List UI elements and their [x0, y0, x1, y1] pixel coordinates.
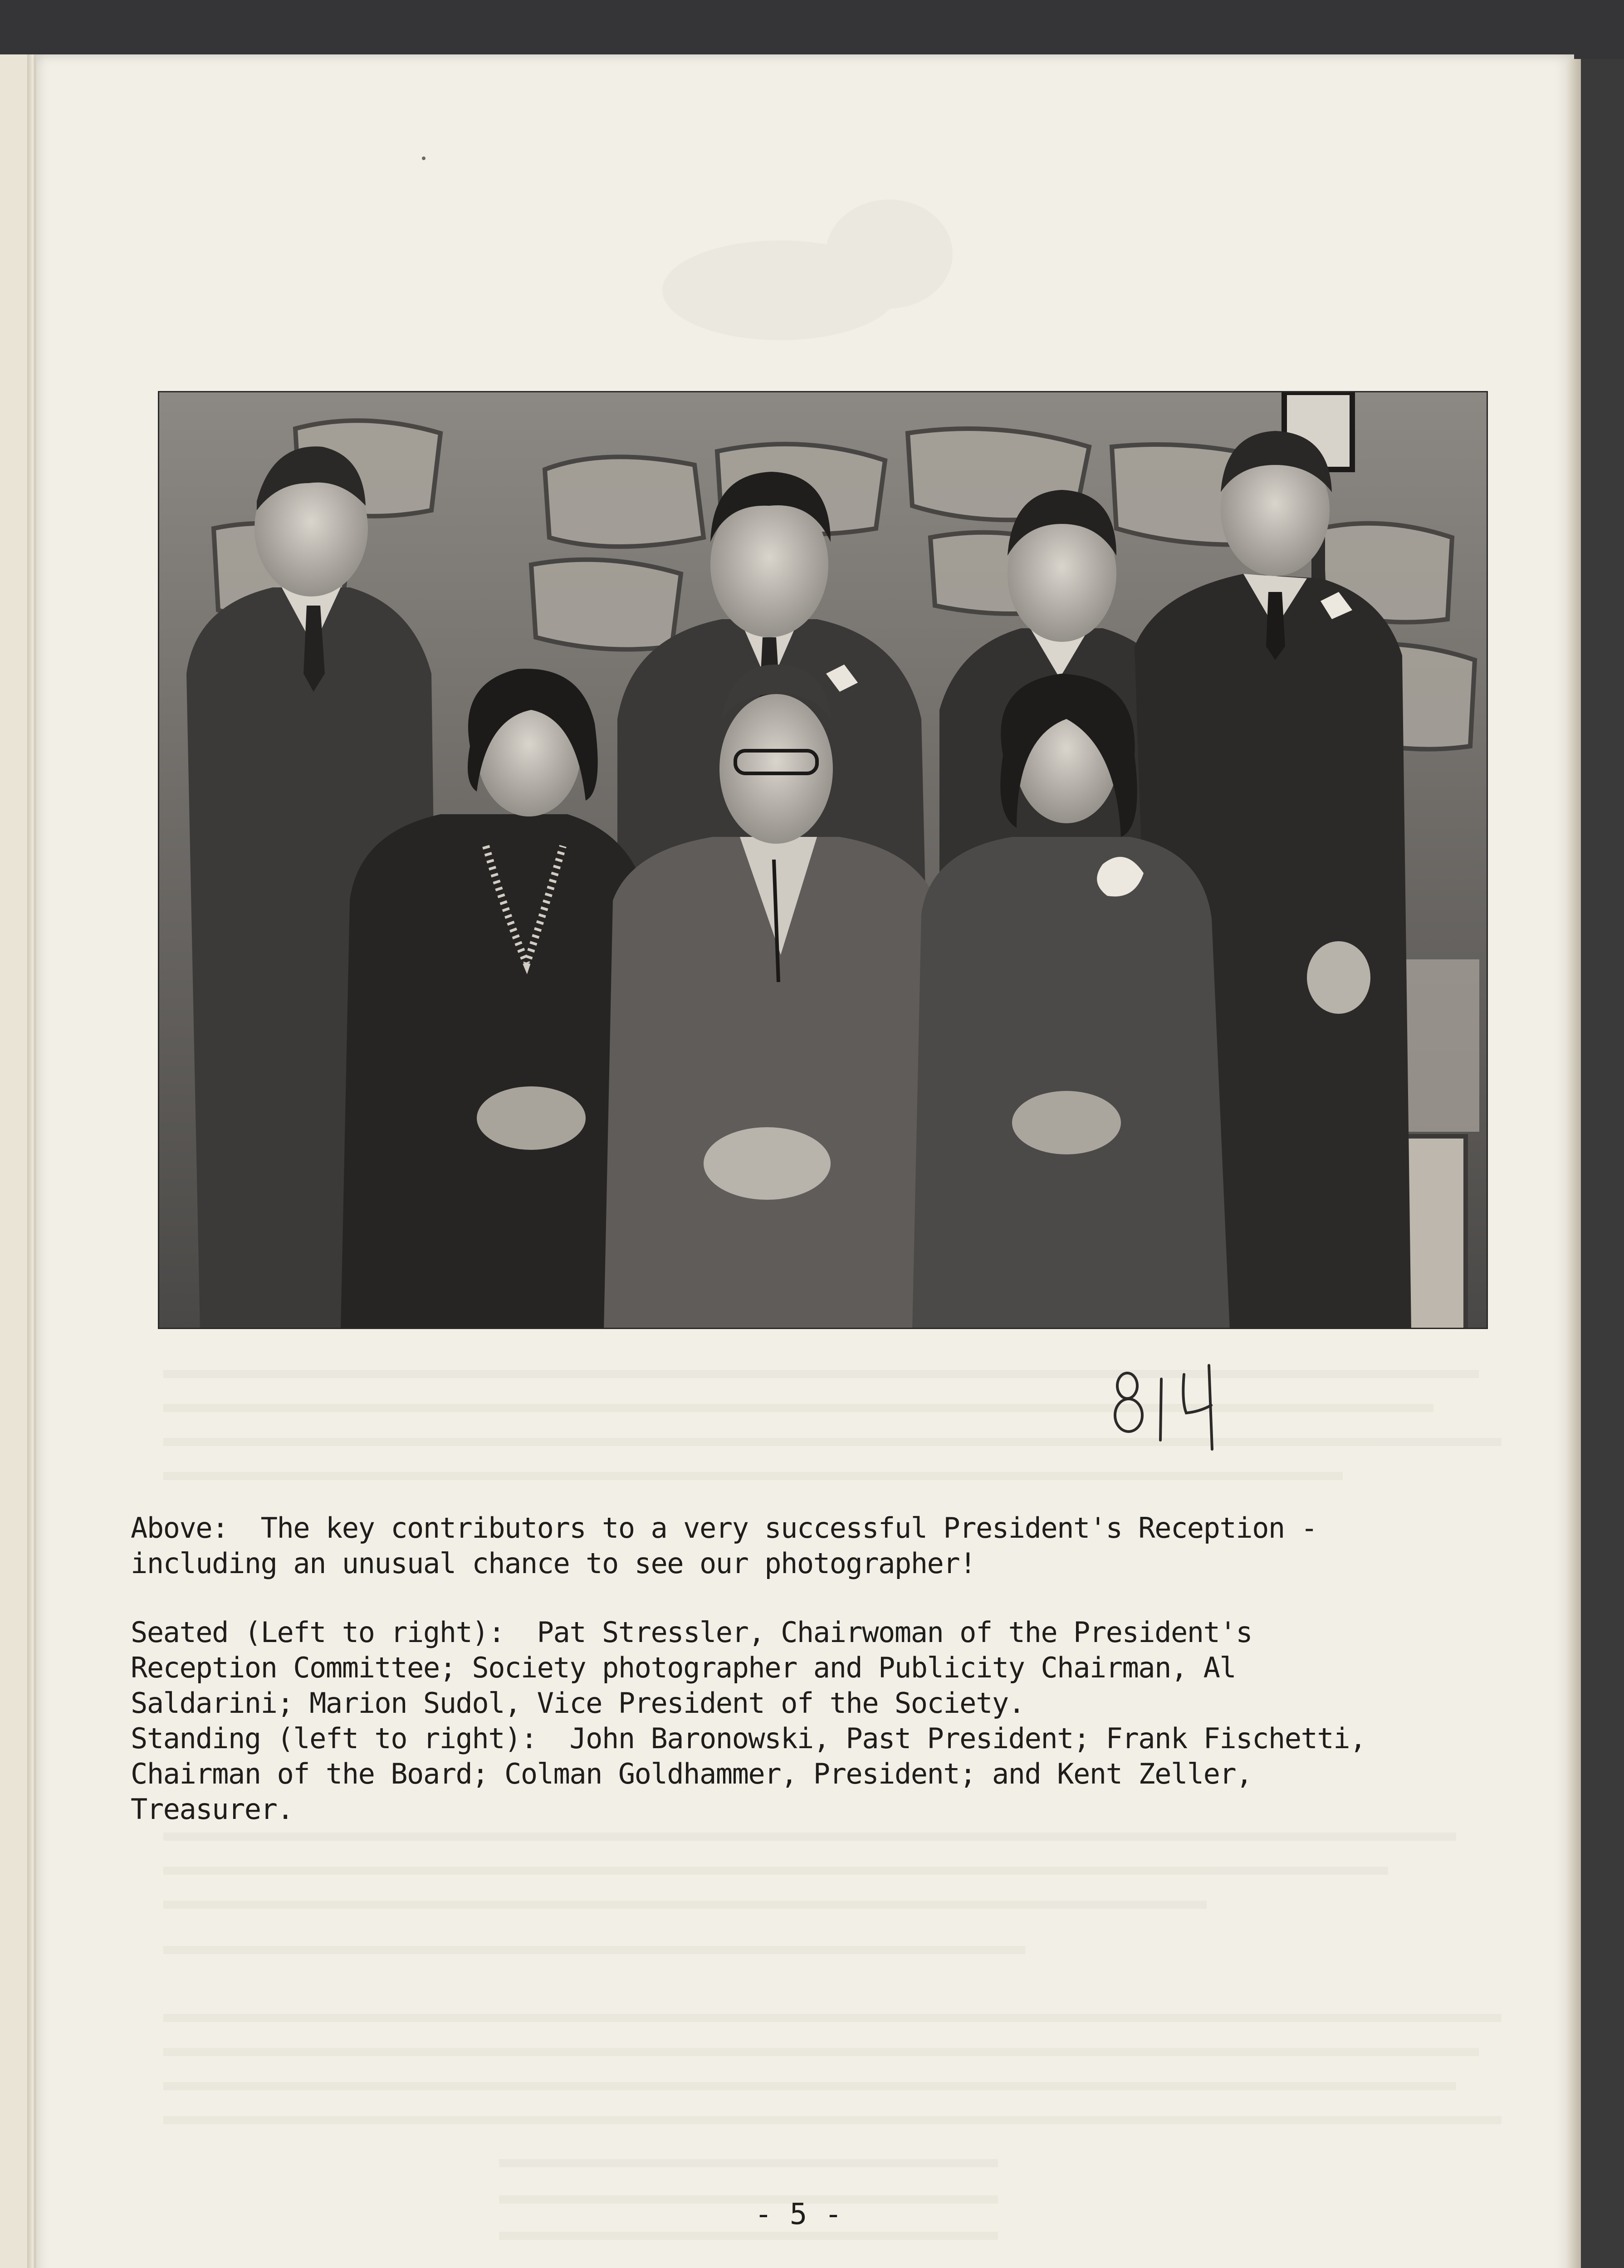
- caption-line: Reception Committee; Society photographer and Publicity Chairman, Al: [131, 1651, 1236, 1684]
- caption-line: Seated (Left to right): Pat Stressler, Chairwoman of the President's: [131, 1616, 1252, 1649]
- caption-above: [131, 1510, 1519, 1581]
- caption-line: Treasurer.: [131, 1793, 293, 1826]
- page-number: - 5 -: [754, 2198, 842, 2231]
- caption-names: [131, 1615, 1519, 1827]
- caption-line: Chairman of the Board; Colman Goldhammer, President; and Kent Zeller,: [131, 1757, 1252, 1790]
- handwritten-number-814: [1107, 1361, 1225, 1452]
- caption-line: including an unusual chance to see our photographer!: [131, 1547, 976, 1580]
- caption-line: Standing (left to right): John Baronowski, Past President; Frank Fischetti,: [131, 1722, 1366, 1755]
- group-photograph: [158, 391, 1488, 1329]
- caption-line: Above: The key contributors to a very successful President's Reception -: [131, 1511, 1317, 1545]
- caption-line: Saldarini; Marion Sudol, Vice President of the Society.: [131, 1686, 1025, 1720]
- photo-illustration: [159, 392, 1488, 1329]
